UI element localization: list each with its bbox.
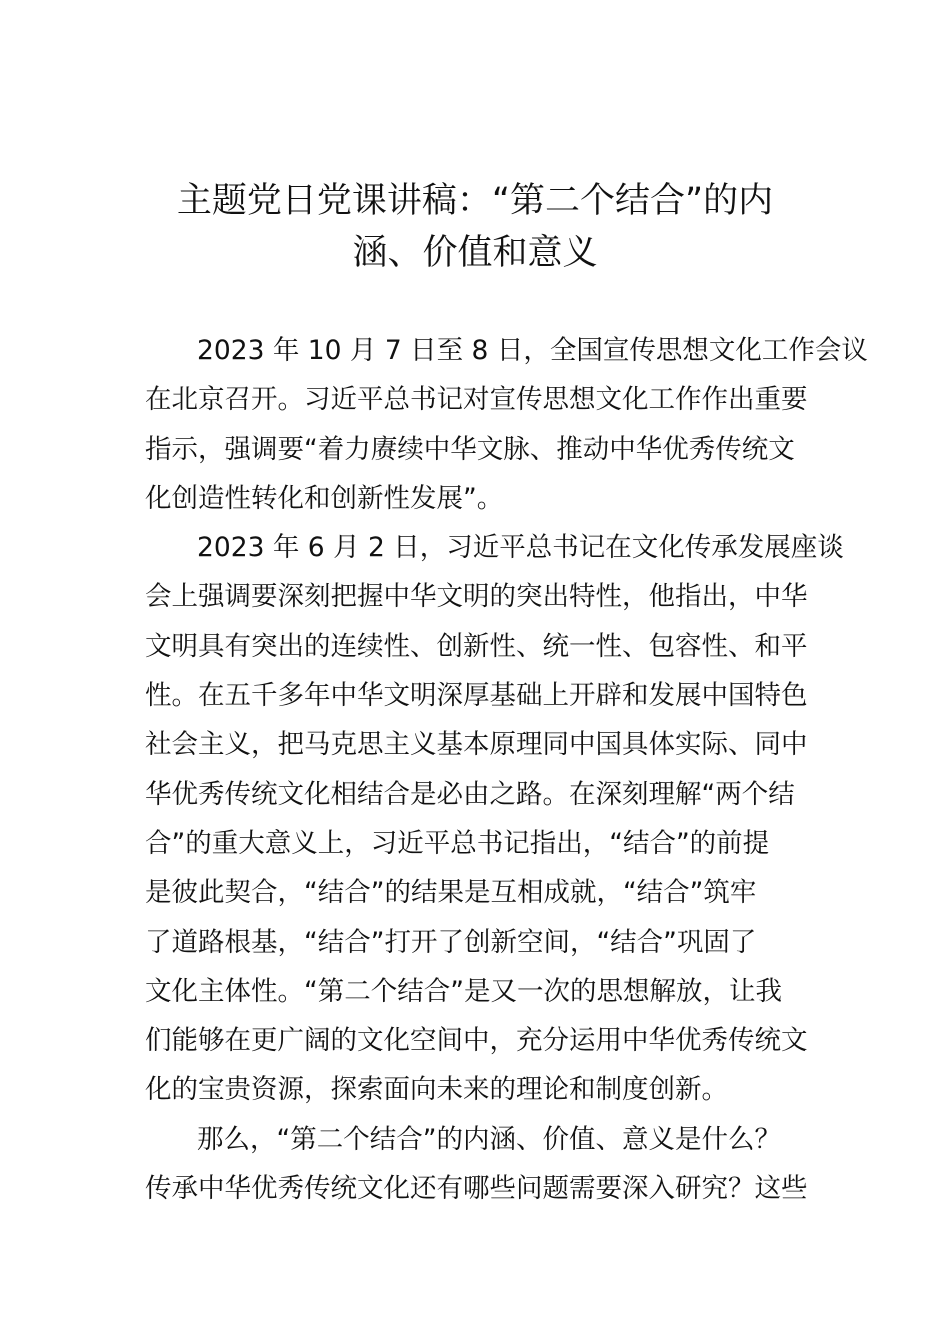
paragraph-line: 会上强调要深刻把握中华文明的突出特性，他指出，中华 bbox=[145, 581, 808, 613]
paragraph-line: 华优秀传统文化相结合是必由之路。在深刻理解“两个结 bbox=[145, 778, 795, 810]
paragraph-line: 文化主体性。“第二个结合”是又一次的思想解放，让我 bbox=[145, 975, 782, 1007]
paragraph-line: 合”的重大意义上，习近平总书记指出，“结合”的前提 bbox=[145, 827, 770, 859]
paragraph-line: 是彼此契合，“结合”的结果是互相成就，“结合”筑牢 bbox=[145, 877, 757, 909]
paragraph-line: 那么，“第二个结合”的内涵、价值、意义是什么？ bbox=[197, 1123, 781, 1155]
title-line-2: 涵、价值和意义 bbox=[352, 233, 598, 273]
paragraph-line: 了道路根基，“结合”打开了创新空间，“结合”巩固了 bbox=[145, 926, 757, 958]
paragraph-line: 化创造性转化和创新性发展”。 bbox=[145, 482, 504, 514]
paragraph-line: 2023 年 10 月 7 日至 8 日，全国宣传思想文化工作会议 bbox=[197, 335, 868, 366]
paragraph-2 bbox=[145, 523, 844, 1115]
paragraph-line: 在北京召开。习近平总书记对宣传思想文化工作作出重要 bbox=[145, 384, 808, 416]
document-body bbox=[145, 326, 868, 1213]
paragraph-line: 们能够在更广阔的文化空间中，充分运用中华优秀传统文 bbox=[145, 1025, 808, 1057]
paragraph-3 bbox=[145, 1115, 810, 1214]
paragraph-line: 化的宝贵资源，探索面向未来的理论和制度创新。 bbox=[145, 1074, 728, 1106]
paragraph-1 bbox=[145, 326, 868, 523]
paragraph-line: 文明具有突出的连续性、创新性、统一性、包容性、和平 bbox=[145, 630, 808, 662]
document-title bbox=[140, 175, 810, 279]
paragraph-line: 性。在五千多年中华文明深厚基础上开辟和发展中国特色 bbox=[145, 680, 808, 712]
paragraph-line: 传承中华优秀传统文化还有哪些问题需要深入研究？这些 bbox=[145, 1173, 808, 1205]
paragraph-line: 2023 年 6 月 2 日，习近平总书记在文化传承发展座谈 bbox=[197, 532, 844, 564]
paragraph-line: 指示，强调要“着力赓续中华文脉、推动中华优秀传统文 bbox=[145, 433, 795, 465]
title-line-1: 主题党日党课讲稿：“第二个结合”的内 bbox=[176, 181, 774, 221]
paragraph-line: 社会主义，把马克思主义基本原理同中国具体实际、同中 bbox=[145, 729, 808, 761]
